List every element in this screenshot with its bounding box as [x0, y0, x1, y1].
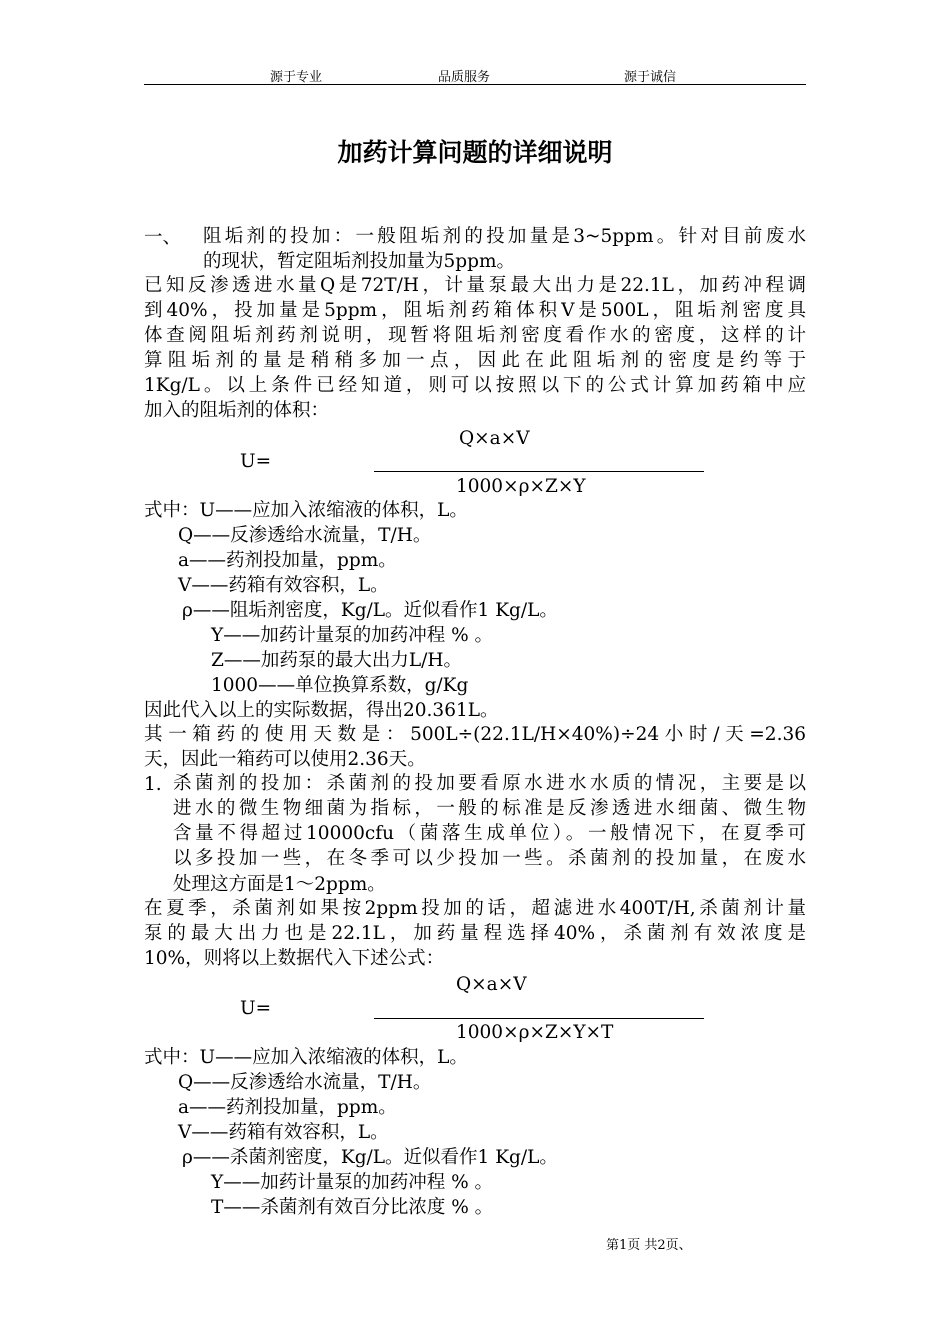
header-center: 品质服务 [438, 70, 491, 85]
header-left: 源于专业 [270, 70, 323, 85]
definition-line: 式中：U——应加入浓缩液的体积，L。 [144, 1047, 468, 1068]
section2-number: 1. [144, 774, 162, 795]
days-line: 天，因此一箱药可以使用2.36天。 [144, 749, 426, 770]
page-footer: 第1页 共2页、 [606, 1238, 692, 1253]
definition-line: Y——加药计量泵的加药冲程 % 。 [211, 1172, 494, 1193]
definition-line: Y——加药计量泵的加药冲程 % 。 [211, 625, 494, 646]
formula1-fraction-bar [374, 471, 704, 472]
section2-line: 处理这方面是1～2ppm。 [173, 874, 386, 895]
section1-para-line: 到40%，投加量是5ppm，阻垢剂药箱体积V是500L，阻垢剂密度具 [144, 300, 806, 321]
definition-line: V——药箱有效容积，L。 [178, 1122, 389, 1143]
header-right: 源于诚信 [624, 70, 677, 85]
definition-line: 1000——单位换算系数，g/Kg [211, 675, 469, 696]
result-line: 因此代入以上的实际数据，得出20.361L。 [144, 700, 499, 721]
days-line: 其一箱药的使用天数是：500L÷(22.1L/H×40%)÷24小时/天=2.36 [144, 724, 806, 745]
definition-line: ρ——杀菌剂密度，Kg/L。近似看作1 Kg/L。 [182, 1147, 558, 1168]
section1-para-line: 算阻垢剂的量是稍稍多加一点，因此在此阻垢剂的密度是约等于 [144, 350, 806, 371]
definition-line: ρ——阻垢剂密度，Kg/L。近似看作1 Kg/L。 [182, 600, 558, 621]
formula2-lhs: U= [240, 998, 272, 1019]
formula1-lhs: U= [240, 451, 272, 472]
section1-heading-line: 阻垢剂的投加：一般阻垢剂的投加量是3~5ppm。针对目前废水 [203, 226, 806, 247]
definition-line: a——药剂投加量，ppm。 [178, 1097, 397, 1118]
page-header [144, 66, 806, 85]
section1-heading-line: 的现状，暂定阻垢剂投加量为5ppm。 [203, 251, 515, 272]
formula2-fraction-bar [374, 1018, 704, 1019]
section1-para-line: 加入的阻垢剂的体积： [144, 400, 330, 421]
definition-line: Q——反渗透给水流量，T/H。 [178, 1072, 432, 1093]
definition-line: Z——加药泵的最大出力L/H。 [211, 650, 463, 671]
section2-line: 杀菌剂的投加：杀菌剂的投加要看原水进水水质的情况，主要是以 [173, 773, 806, 794]
section2-line: 以多投加一些，在冬季可以少投加一些。杀菌剂的投加量，在废水 [173, 848, 806, 869]
formula1-numerator: Q×a×V [459, 428, 530, 449]
section2-para-line: 10%，则将以上数据代入下述公式： [144, 948, 445, 969]
section2-line: 进水的微生物细菌为指标，一般的标准是反渗透进水细菌、微生物 [173, 798, 806, 819]
definition-line: a——药剂投加量，ppm。 [178, 550, 397, 571]
section2-line: 含量不得超过10000cfu（菌落生成单位）。一般情况下，在夏季可 [173, 823, 806, 844]
section1-para-line: 已知反渗透进水量Q是72T/H，计量泵最大出力是22.1L，加药冲程调 [144, 275, 806, 296]
section1-para-line: 1Kg/L。以上条件已经知道，则可以按照以下的公式计算加药箱中应 [144, 375, 806, 396]
section2-para-line: 泵的最大出力也是22.1L，加药量程选择40%，杀菌剂有效浓度是 [144, 923, 806, 944]
formula2-numerator: Q×a×V [456, 974, 527, 995]
section1-number: 一、 [144, 227, 182, 248]
definition-line: V——药箱有效容积，L。 [178, 575, 389, 596]
formula2-denominator: 1000×ρ×Z×Y×T [456, 1022, 614, 1043]
formula1-denominator: 1000×ρ×Z×Y [456, 476, 586, 497]
definition-line: 式中：U——应加入浓缩液的体积，L。 [144, 500, 468, 521]
section1-para-line: 体查阅阻垢剂药剂说明，现暂将阻垢剂密度看作水的密度，这样的计 [144, 325, 806, 346]
page-title: 加药计算问题的详细说明 [337, 138, 613, 167]
definition-line: Q——反渗透给水流量，T/H。 [178, 525, 432, 546]
definition-line: T——杀菌剂有效百分比浓度 % 。 [211, 1197, 494, 1218]
section2-para-line: 在夏季，杀菌剂如果按2ppm投加的话，超滤进水400T/H,杀菌剂计量 [144, 898, 806, 919]
